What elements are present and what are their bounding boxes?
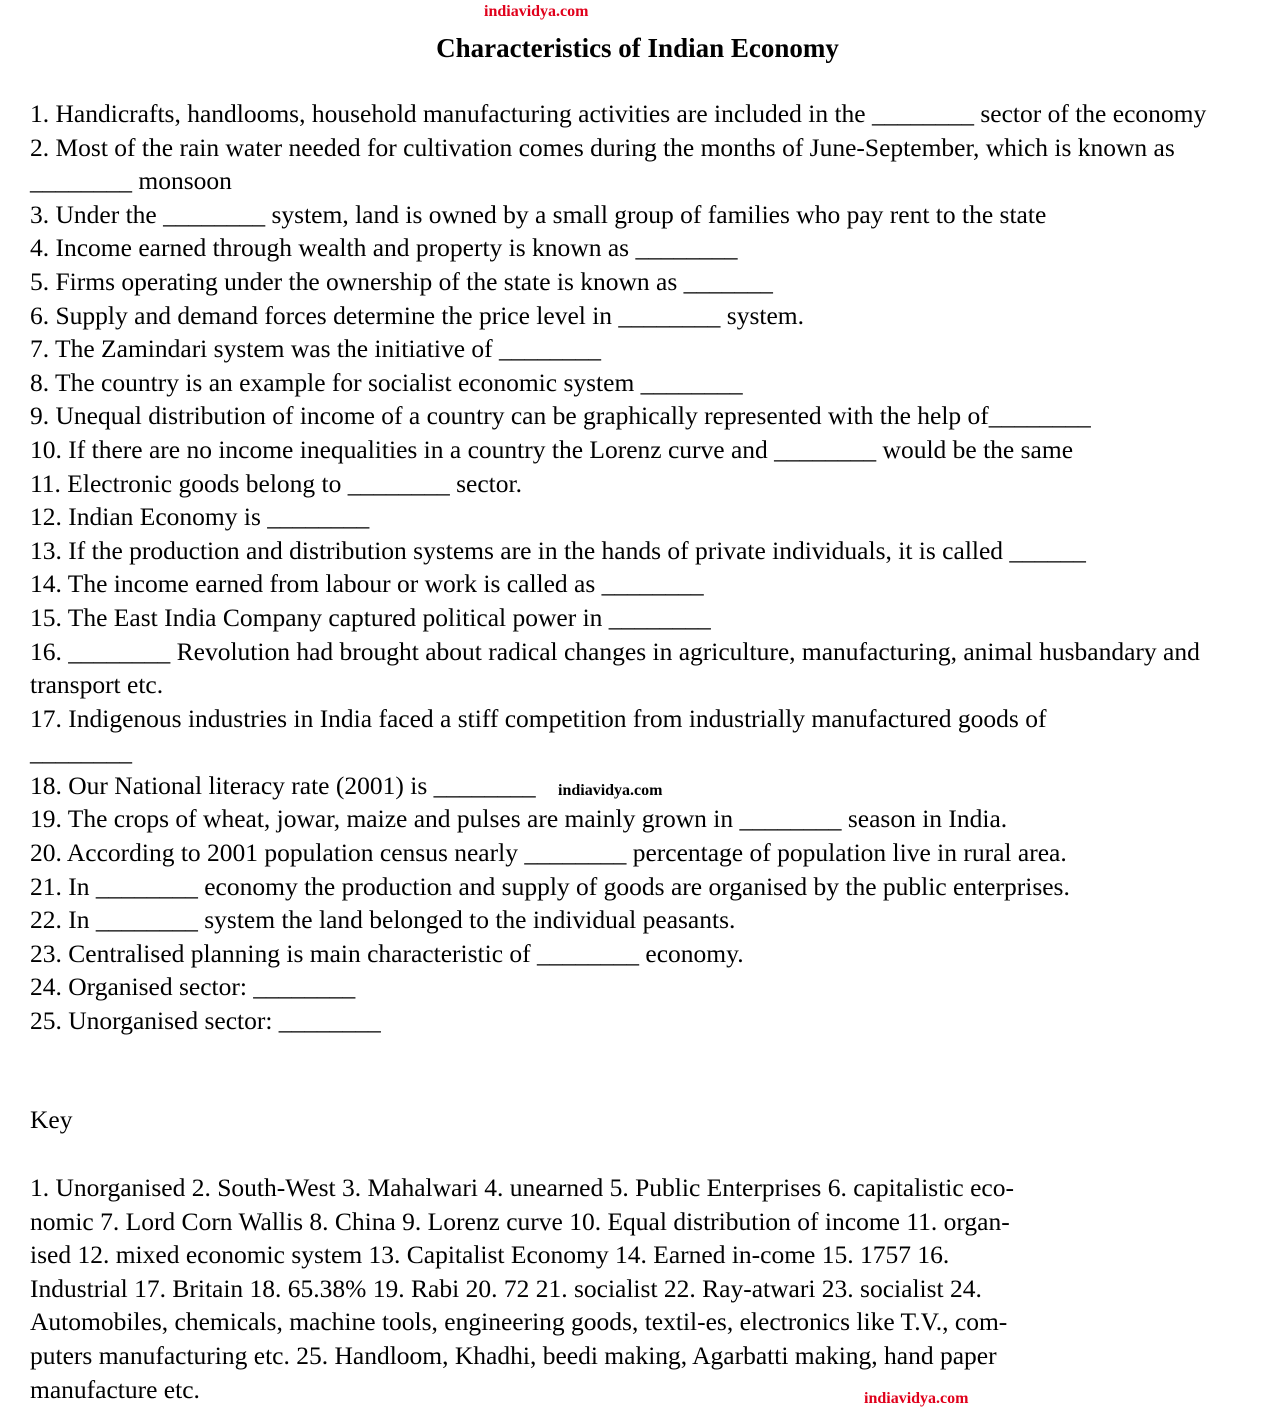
question-item: 7. The Zamindari system was the initiative of ________ <box>30 334 602 364</box>
question-item: 11. Electronic goods belong to ________ sector. <box>30 468 522 498</box>
question-item: 21. In ________ economy the production and supply of goods are organised by the public enterprises. <box>30 871 1070 901</box>
answer-key-line: manufacture etc. <box>30 1374 200 1404</box>
watermark-middle: indiavidya.com <box>558 782 663 799</box>
question-item: 9. Unequal distribution of income of a country can be graphically represented with the help of________ <box>30 401 1091 431</box>
question-item: 3. Under the ________ system, land is owned by a small group of families who pay rent to the state <box>30 199 1047 229</box>
question-item: 25. Unorganised sector: ________ <box>30 1006 381 1036</box>
question-item: 2. Most of the rain water needed for cultivation comes during the months of June-September, which is known as ________ monsoon <box>30 132 1175 196</box>
watermark-bottom: indiavidya.com <box>864 1390 969 1407</box>
question-item: 19. The crops of wheat, jowar, maize and pulses are mainly grown in ________ season in India. <box>30 804 1008 834</box>
question-item: 15. The East India Company captured political power in ________ <box>30 602 711 632</box>
question-item: 18. Our National literacy rate (2001) is ________ <box>30 770 536 800</box>
watermark-top: indiavidya.com <box>484 3 589 20</box>
key-heading: Key <box>30 1105 73 1134</box>
question-item: 22. In ________ system the land belonged to the individual peasants. <box>30 905 736 935</box>
question-item: 14. The income earned from labour or work is called as ________ <box>30 569 704 599</box>
question-item: 6. Supply and demand forces determine the price level in ________ system. <box>30 300 805 330</box>
question-item: 17. Indigenous industries in India faced a stiff competition from industrially manufactured goods of ________ <box>30 703 1047 767</box>
answer-key-line: puters manufacturing etc. 25. Handloom, Khadhi, beedi making, Agarbatti making, hand paper <box>30 1340 997 1370</box>
answer-key-line: 1. Unorganised 2. South-West 3. Mahalwari 4. unearned 5. Public Enterprises 6. capitalistic eco- <box>30 1173 1014 1202</box>
question-item: 13. If the production and distribution systems are in the hands of private individuals, it is called ______ <box>30 535 1086 565</box>
question-item: 12. Indian Economy is ________ <box>30 502 370 532</box>
answer-key-line: Automobiles, chemicals, machine tools, engineering goods, textil-es, electronics like T.V., com- <box>30 1307 1008 1337</box>
question-item: 23. Centralised planning is main characteristic of ________ economy. <box>30 938 744 968</box>
question-item: 24. Organised sector: ________ <box>30 972 356 1002</box>
answer-key-line: ised 12. mixed economic system 13. Capitalist Economy 14. Earned in-come 15. 1757 16. <box>30 1240 950 1270</box>
question-item: 1. Handicrafts, handlooms, household manufacturing activities are included in the ________ sector of the economy <box>30 99 1207 128</box>
question-item: 10. If there are no income inequalities in a country the Lorenz curve and ________ would be the same <box>30 434 1074 464</box>
question-item: 20. According to 2001 population census nearly ________ percentage of population live in rural area. <box>30 838 1067 868</box>
question-list <box>30 97 1270 1038</box>
question-item: 8. The country is an example for socialist economic system ________ <box>30 367 743 397</box>
answer-key-line: Industrial 17. Britain 18. 65.38% 19. Rabi 20. 72 21. socialist 22. Ray-atwari 23. socialist 24. <box>30 1273 982 1303</box>
question-item: 16. ________ Revolution had brought about radical changes in agriculture, manufacturing, animal husbandary and transport etc. <box>30 636 1200 700</box>
answer-key <box>30 1171 1180 1406</box>
question-item: 4. Income earned through wealth and property is known as ________ <box>30 233 738 263</box>
question-item: 5. Firms operating under the ownership of the state is known as _______ <box>30 266 773 296</box>
page-title: Characteristics of Indian Economy <box>436 33 839 63</box>
answer-key-line: nomic 7. Lord Corn Wallis 8. China 9. Lorenz curve 10. Equal distribution of income 11. organ- <box>30 1206 1010 1236</box>
